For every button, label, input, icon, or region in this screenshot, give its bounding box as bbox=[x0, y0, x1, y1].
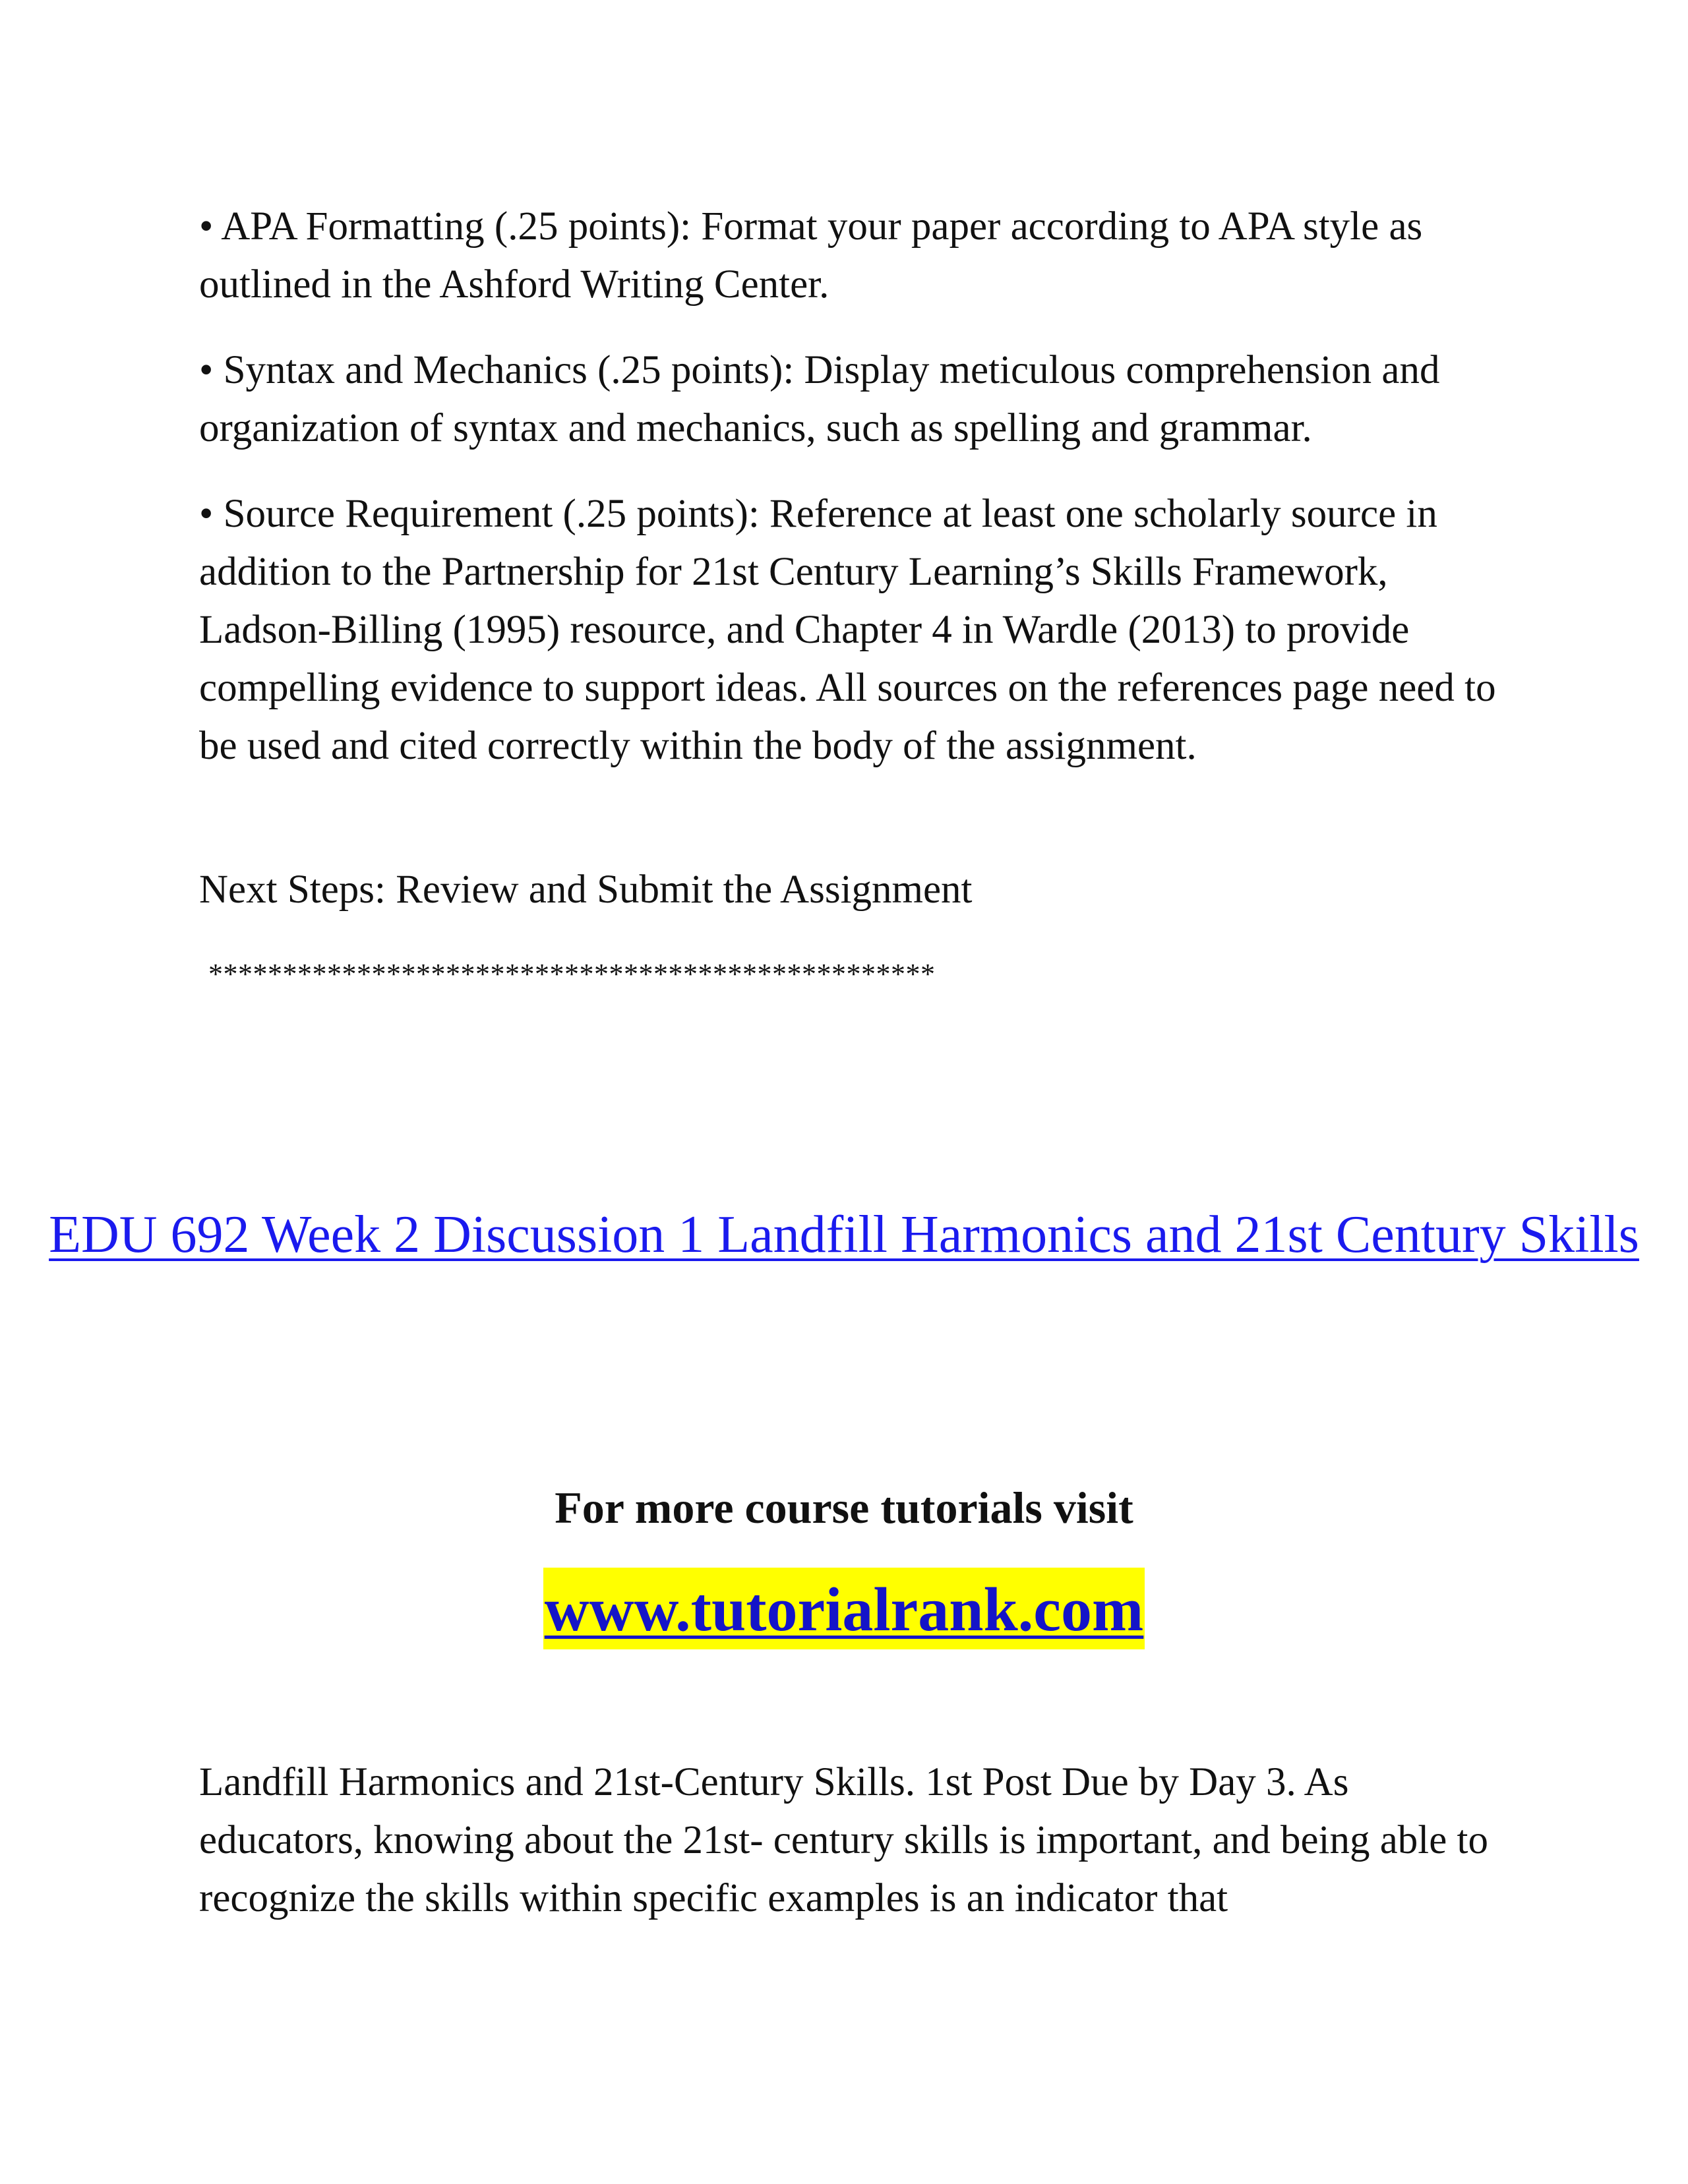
tutorialrank-link[interactable]: www.tutorialrank.com bbox=[543, 1568, 1145, 1649]
intro-paragraph: Landfill Harmonics and 21st-Century Skills. 1st Post Due by Day 3. As educators, knowing about the 21st- century skills is important, and being able to recognize the skills within specific examples is an indicator that bbox=[199, 1760, 1489, 1920]
bullet-syntax-mechanics: • Syntax and Mechanics (.25 points): Display meticulous comprehension and organization of syntax and mechanics, such as spelling and grammar. bbox=[199, 348, 1440, 450]
bullet-source-requirement: • Source Requirement (.25 points): Reference at least one scholarly source in addition to the Partnership for 21st Century Learning’s Skills Framework, Ladson-Billing (1995) resource, and Chapter 4 in Wardle (2013) to provide compelling evidence to support ideas. All sources on the references page need to be used and cited correctly within the body of the assignment. bbox=[199, 492, 1496, 768]
visit-tutorials-text: For more course tutorials visit bbox=[555, 1483, 1133, 1533]
site-link-container bbox=[0, 1568, 1688, 1649]
next-steps-text: Next Steps: Review and Submit the Assignment bbox=[199, 868, 973, 912]
asterisk-separator: ************************************************* bbox=[208, 958, 936, 990]
discussion-title-link[interactable]: EDU 692 Week 2 Discussion 1 Landfill Harmonics and 21st Century Skills bbox=[49, 1206, 1639, 1264]
bullet-apa-formatting: • APA Formatting (.25 points): Format your paper according to APA style as outlined in the Ashford Writing Center. bbox=[199, 204, 1423, 307]
